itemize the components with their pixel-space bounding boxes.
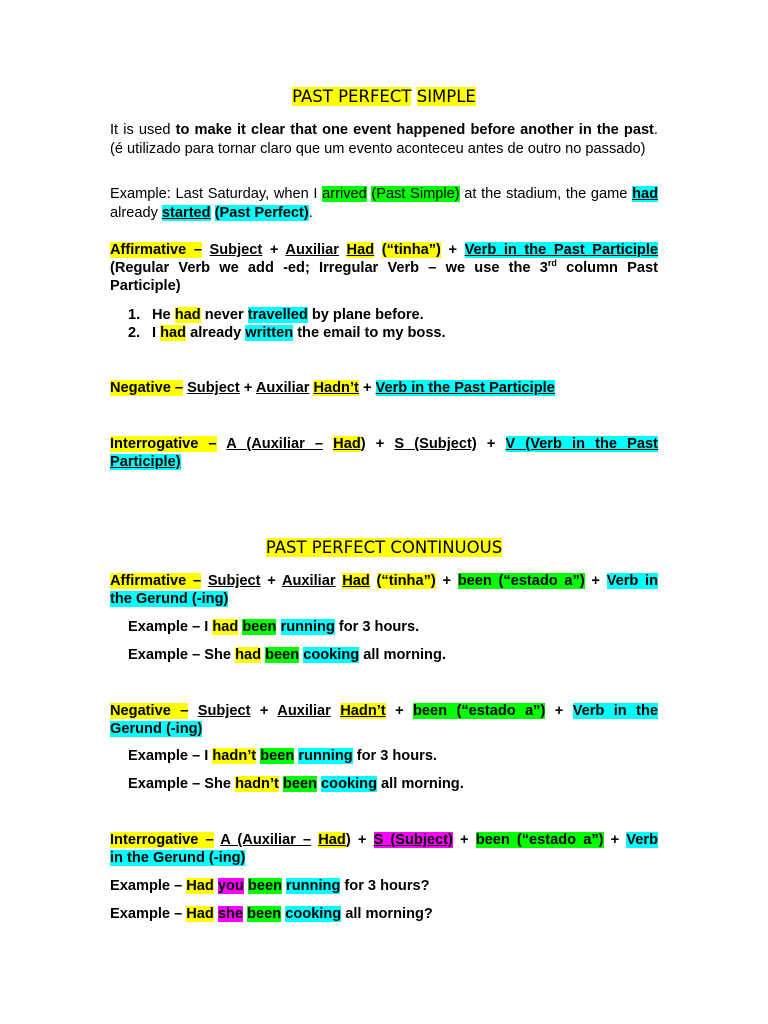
list-had: had (160, 325, 187, 341)
list-number: 2. (128, 325, 141, 341)
example-post: all morning? (341, 906, 433, 922)
continuous-interrogative-line-1: Interrogative – A (Auxiliar – Had) + S (Subject) + been (“estado a”) + Verb (110, 832, 658, 848)
plus-sign: + (269, 242, 279, 258)
example-been: been (247, 878, 282, 894)
affirmative-note-1: (Regular Verb we add -ed; Irregular Verb – we use the 3 (110, 260, 548, 276)
list-text: never (200, 307, 248, 323)
example-started: started (161, 204, 211, 221)
c-interrogative-label: Interrogative – (110, 832, 214, 848)
example-pre: Example – She (128, 647, 236, 663)
intro-bold: to make it clear that one event happened before another in the past (175, 122, 654, 138)
example-line (128, 646, 446, 665)
example-post: all morning. (359, 647, 446, 663)
interrogative-verb-2: Participle) (110, 454, 181, 470)
list-had: had (174, 307, 201, 323)
c-interrogative-subject: S (Subject) (373, 832, 453, 848)
c-interrogative-auxiliar: A (Auxiliar – (220, 832, 312, 848)
intro-rest: . (é utilizado para tornar claro que um evento aconteceu antes de outro no passado) (110, 122, 658, 157)
example-hadnt: hadn’t (235, 776, 279, 792)
c-negative-auxiliar: Auxiliar (277, 703, 331, 719)
c-affirmative-been: been (“estado a”) (457, 573, 585, 589)
interrogative-subject: S (Subject) (394, 436, 477, 452)
continuous-negative-line-2 (110, 720, 658, 739)
example-past-simple: (Past Simple) (371, 186, 460, 202)
interrogative-auxiliar: A (Auxiliar – (226, 436, 324, 452)
continuous-negative-line-1: Negative – Subject + Auxiliar Hadn’t + been (“estado a”) + Verb in the (110, 703, 658, 719)
example-post: for 3 hours. (352, 748, 437, 764)
example-verb: running (280, 619, 335, 635)
interrogative-label: Interrogative – (110, 436, 217, 452)
list-item (128, 306, 424, 325)
example-had: Had (186, 906, 214, 922)
example-hadnt: hadn’t (212, 748, 257, 764)
simple-affirmative-line-3 (110, 277, 658, 296)
simple-interrogative-line-2 (110, 453, 658, 472)
simple-affirmative-line-1 (110, 241, 658, 260)
c-affirmative-had: Had (342, 573, 370, 589)
example-had: had (632, 186, 659, 202)
title-part-1: PAST PERFECT (292, 87, 412, 106)
c-interrogative-had: Had (318, 832, 346, 848)
example-verb: cooking (285, 906, 342, 922)
c-affirmative-auxiliar: Auxiliar (281, 573, 336, 589)
example-had: had (212, 619, 239, 635)
example-post: all morning. (377, 776, 464, 792)
example-past-perfect: (Past Perfect) (214, 204, 309, 221)
c-affirmative-label: Affirmative – (110, 573, 202, 589)
example-pre: Example – She (128, 776, 236, 792)
intro-lead: It is used (110, 122, 176, 138)
example-line (110, 905, 433, 924)
affirmative-subject: Subject (209, 242, 263, 258)
list-verb: travelled (247, 307, 308, 323)
example-verb: running (298, 748, 353, 764)
affirmative-had: Had (346, 242, 375, 258)
example-pre: Example – (110, 906, 187, 922)
c-affirmative-verb-2: the Gerund (-ing) (110, 591, 229, 607)
example-text-2: at the stadium, the game (459, 186, 633, 202)
example-post: for 3 hours. (334, 619, 420, 635)
c-negative-label: Negative – (110, 703, 189, 719)
c-interrogative-verb-2: in the Gerund (-ing) (110, 850, 246, 866)
c-interrogative-paren: ) (345, 832, 351, 848)
example-had: Had (186, 878, 214, 894)
c-affirmative-subject: Subject (207, 573, 261, 589)
simple-interrogative-line-1: Interrogative – A (Auxiliar – Had) + S (Subject) + V (Verb in the Past (110, 436, 658, 452)
example-text-3: already (110, 204, 162, 221)
interrogative-verb-1: V (Verb in the Past (505, 436, 658, 452)
affirmative-auxiliar: Auxiliar (285, 242, 339, 258)
affirmative-note-2: column Past (556, 260, 659, 276)
c-affirmative-tinha: (“tinha”) (376, 573, 436, 589)
continuous-interrogative-line-2 (110, 849, 658, 868)
simple-negative-line: Negative – Subject + Auxiliar Hadn’t + Verb in the Past Participle (110, 380, 555, 396)
example-line (128, 775, 464, 794)
example-text-1: Example: Last Saturday, when I (110, 186, 323, 202)
example-been: been (265, 647, 300, 663)
negative-hadnt: Hadn’t (313, 380, 359, 396)
example-been: been (247, 906, 282, 922)
c-interrogative-verb-1: Verb (626, 832, 658, 848)
list-number: 1. (128, 307, 141, 323)
continuous-title-text: PAST PERFECT CONTINUOUS (265, 538, 503, 557)
interrogative-paren: ) (360, 436, 366, 452)
example-pre: Example – I (128, 748, 213, 764)
example-verb: cooking (321, 776, 377, 792)
plus-sign: + (448, 242, 458, 258)
example-text-4: . (308, 204, 313, 221)
c-negative-subject: Subject (197, 703, 251, 719)
c-negative-been: been (“estado a”) (413, 703, 546, 719)
affirmative-note-3: Participle) (110, 278, 181, 294)
c-negative-verb-1: Verb in the (572, 703, 658, 719)
list-text: already (186, 325, 246, 341)
example-been: been (242, 619, 277, 635)
affirmative-tinha: (“tinha”) (381, 242, 441, 258)
negative-subject: Subject (187, 380, 240, 396)
section-title-simple (110, 88, 658, 107)
title-part-2: SIMPLE (416, 87, 476, 106)
negative-verb: Verb in the Past Participle (375, 380, 555, 396)
negative-label: Negative – (110, 380, 184, 396)
c-negative-hadnt: Hadn’t (340, 703, 386, 719)
example-line (110, 877, 430, 896)
list-text: by plane before. (307, 307, 424, 323)
example-line (128, 747, 437, 766)
c-negative-verb-2: Gerund (-ing) (110, 721, 203, 737)
example-verb: running (286, 878, 341, 894)
negative-auxiliar: Auxiliar (255, 380, 310, 396)
affirmative-label: Affirmative – (110, 242, 202, 258)
example-line (128, 618, 419, 637)
example-had: had (235, 647, 262, 663)
simple-affirmative-line-2 (110, 259, 658, 278)
continuous-affirmative-line-2 (110, 590, 658, 609)
example-paragraph (110, 185, 658, 222)
continuous-affirmative-line-1: Affirmative – Subject + Auxiliar Had (“tinha”) + been (“estado a”) + Verb in (110, 573, 659, 589)
affirmative-note-sup: rd (547, 258, 557, 269)
list-item (128, 324, 446, 343)
example-post: for 3 hours? (340, 878, 430, 894)
example-subject: you (217, 878, 244, 894)
c-affirmative-verb-1: Verb in (606, 573, 659, 589)
list-text: I (152, 325, 161, 341)
example-subject: she (217, 906, 244, 922)
example-been: been (260, 748, 295, 764)
example-arrived: arrived (322, 186, 367, 202)
interrogative-had: Had (333, 436, 361, 452)
example-verb: cooking (303, 647, 360, 663)
example-pre: Example – (110, 878, 187, 894)
example-pre: Example – I (128, 619, 213, 635)
list-verb: written (245, 325, 294, 341)
list-text: He (152, 307, 175, 323)
affirmative-verb: Verb in the Past Participle (464, 242, 658, 258)
intro-paragraph (110, 121, 658, 158)
c-interrogative-been: been (“estado a”) (475, 832, 604, 848)
section-title-continuous (110, 539, 658, 558)
list-text: the email to my boss. (293, 325, 446, 341)
example-been: been (282, 776, 317, 792)
